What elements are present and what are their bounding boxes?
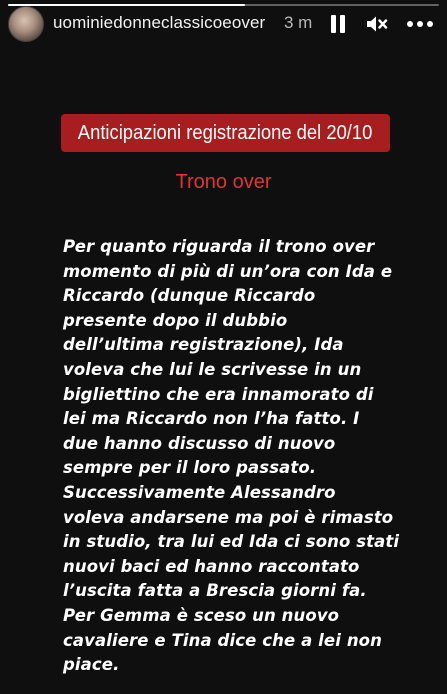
story-body-line: momento di più di un’ora con Ida e: [63, 261, 393, 281]
story-body-line: due hanno discusso di nuovo: [63, 433, 336, 453]
story-body-line: bigliettino che era innamorato di: [63, 384, 374, 404]
story-body-line: Riccardo (dunque Riccardo: [63, 286, 316, 306]
story-body-line: nuovi baci ed hanno raccontato: [63, 556, 360, 576]
story-subtitle: Trono over: [175, 171, 272, 193]
story-header: [0, 0, 447, 50]
story-body-line: presente dopo il dubbio: [63, 310, 288, 330]
story-body-line: cavaliere e Tina dice che a lei non: [63, 630, 382, 650]
story-title: Anticipazioni registrazione del 20/10: [78, 121, 373, 144]
story-body-line: voleva che lui le scrivesse in un: [63, 359, 362, 379]
story-body-line: lei ma Riccardo non l’ha fatto. I: [63, 409, 360, 429]
story-body-line: sempre per il loro passato.: [63, 458, 317, 478]
story-body-line: Per quanto riguarda il trono over: [63, 237, 375, 256]
story-title-badge: [61, 114, 390, 152]
story-body-line: voleva andarsene ma poi è rimasto: [63, 507, 394, 527]
story-body-line: dell’ultima registrazione), Ida: [63, 335, 344, 355]
mute-button[interactable]: [365, 12, 389, 36]
story-body-line: l’uscita fatta a Brescia giorni fa.: [63, 581, 367, 601]
avatar[interactable]: [8, 6, 44, 42]
story-body-line: piace.: [63, 655, 120, 675]
story-body-text: [63, 235, 403, 678]
more-options-button[interactable]: [405, 12, 435, 36]
pause-button[interactable]: [326, 12, 350, 36]
post-time: 3 m: [284, 13, 313, 32]
story-body-line: in studio, tra lui ed Ida ci sono stati: [63, 532, 400, 552]
username[interactable]: uominiedonneclassicoeover: [53, 13, 266, 32]
story-body-line: Successivamente Alessandro: [63, 482, 336, 502]
story-body-line: Per Gemma è sceso un nuovo: [63, 605, 340, 625]
speaker-muted-icon: [365, 12, 389, 36]
